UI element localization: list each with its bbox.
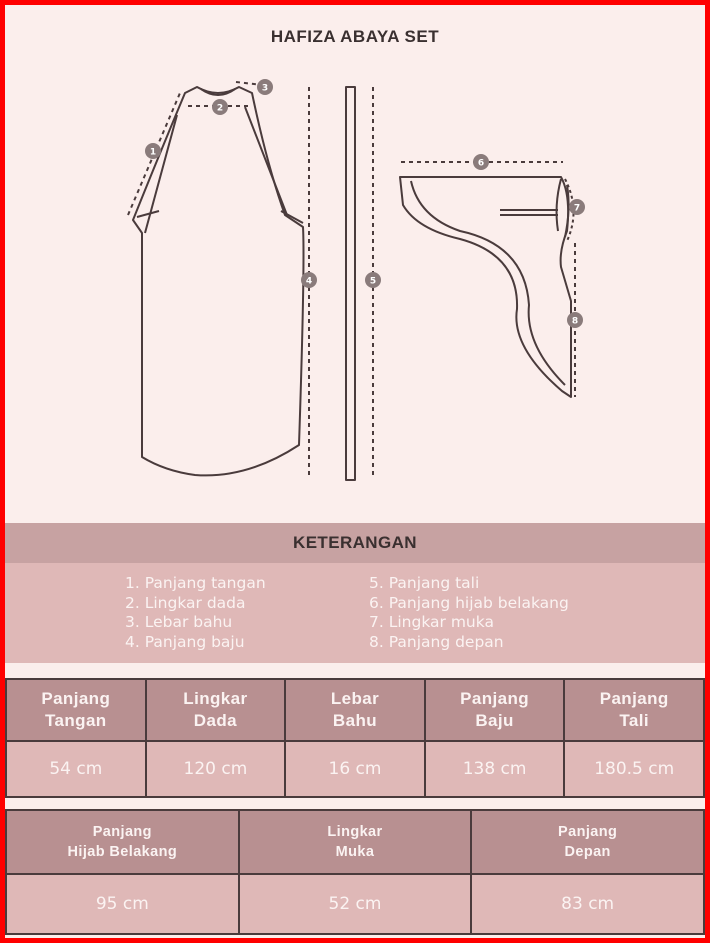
legend-item: 8. Panjang depan — [369, 632, 504, 651]
table-header-row — [6, 810, 704, 874]
hijab-tie-string — [500, 210, 558, 215]
marker-2 — [212, 99, 228, 115]
header-cell-lebar-bahu: Lebar Bahu — [285, 679, 425, 741]
marker-6 — [473, 154, 489, 170]
marker-3 — [257, 79, 273, 95]
marker-8 — [567, 312, 583, 328]
size-chart — [5, 5, 705, 938]
table-value-row — [6, 741, 704, 797]
svg-text:4: 4 — [305, 276, 313, 287]
header-cell-lingkar-muka: Lingkar Muka — [239, 810, 472, 874]
marker-1 — [145, 143, 161, 159]
abaya-left-armhole — [145, 115, 177, 233]
value-cell: 54 cm — [6, 741, 146, 797]
value-cell: 95 cm — [6, 874, 239, 934]
measurements-table-2 — [5, 809, 705, 935]
header-cell-panjang-hijab-belakang: Panjang Hijab Belakang — [6, 810, 239, 874]
table-value-row — [6, 874, 704, 934]
marker-7 — [569, 199, 585, 215]
marker-4 — [301, 272, 317, 288]
marker-5 — [365, 272, 381, 288]
table-header-row — [6, 679, 704, 741]
page-title: HAFIZA ABAYA SET — [270, 27, 440, 46]
legend-item: 5. Panjang tali — [369, 574, 480, 592]
abaya-right-armhole — [245, 107, 287, 215]
strap-outline — [346, 87, 355, 480]
abaya-right-cuff — [281, 211, 303, 223]
hijab-face-opening — [557, 179, 569, 237]
hijab-inner-edge — [411, 181, 565, 385]
header-cell-panjang-tangan: Panjang Tangan — [6, 679, 146, 741]
garment-diagram — [5, 5, 705, 523]
svg-text:5: 5 — [369, 276, 377, 287]
svg-text:7: 7 — [573, 203, 581, 214]
value-cell: 16 cm — [285, 741, 425, 797]
value-cell: 83 cm — [471, 874, 704, 934]
value-cell: 180.5 cm — [564, 741, 704, 797]
svg-text:1: 1 — [149, 147, 157, 158]
value-cell: 138 cm — [425, 741, 565, 797]
header-cell-panjang-baju: Panjang Baju — [425, 679, 565, 741]
legend-column-right — [369, 574, 569, 652]
legend-heading: KETERANGAN — [5, 523, 705, 563]
abaya-left-cuff — [137, 211, 159, 217]
svg-text:6: 6 — [477, 158, 485, 169]
measurements-table-1 — [5, 678, 705, 798]
svg-text:8: 8 — [571, 316, 579, 327]
header-cell-panjang-tali: Panjang Tali — [564, 679, 704, 741]
legend-item: 6. Panjang hijab belakang — [369, 593, 569, 612]
legend-item: 2. Lingkar dada — [125, 593, 246, 612]
header-cell-panjang-depan: Panjang Depan — [471, 810, 704, 874]
legend-item: 3. Lebar bahu — [125, 613, 233, 631]
legend — [5, 563, 705, 663]
value-cell: 120 cm — [146, 741, 286, 797]
svg-text:2: 2 — [216, 103, 224, 114]
legend-item: 7. Lingkar muka — [369, 613, 494, 631]
svg-text:3: 3 — [261, 83, 269, 94]
legend-item: 4. Panjang baju — [125, 632, 245, 651]
header-cell-lingkar-dada: Lingkar Dada — [146, 679, 286, 741]
value-cell: 52 cm — [239, 874, 472, 934]
legend-column-left — [125, 574, 266, 652]
legend-item: 1. Panjang tangan — [125, 574, 266, 592]
